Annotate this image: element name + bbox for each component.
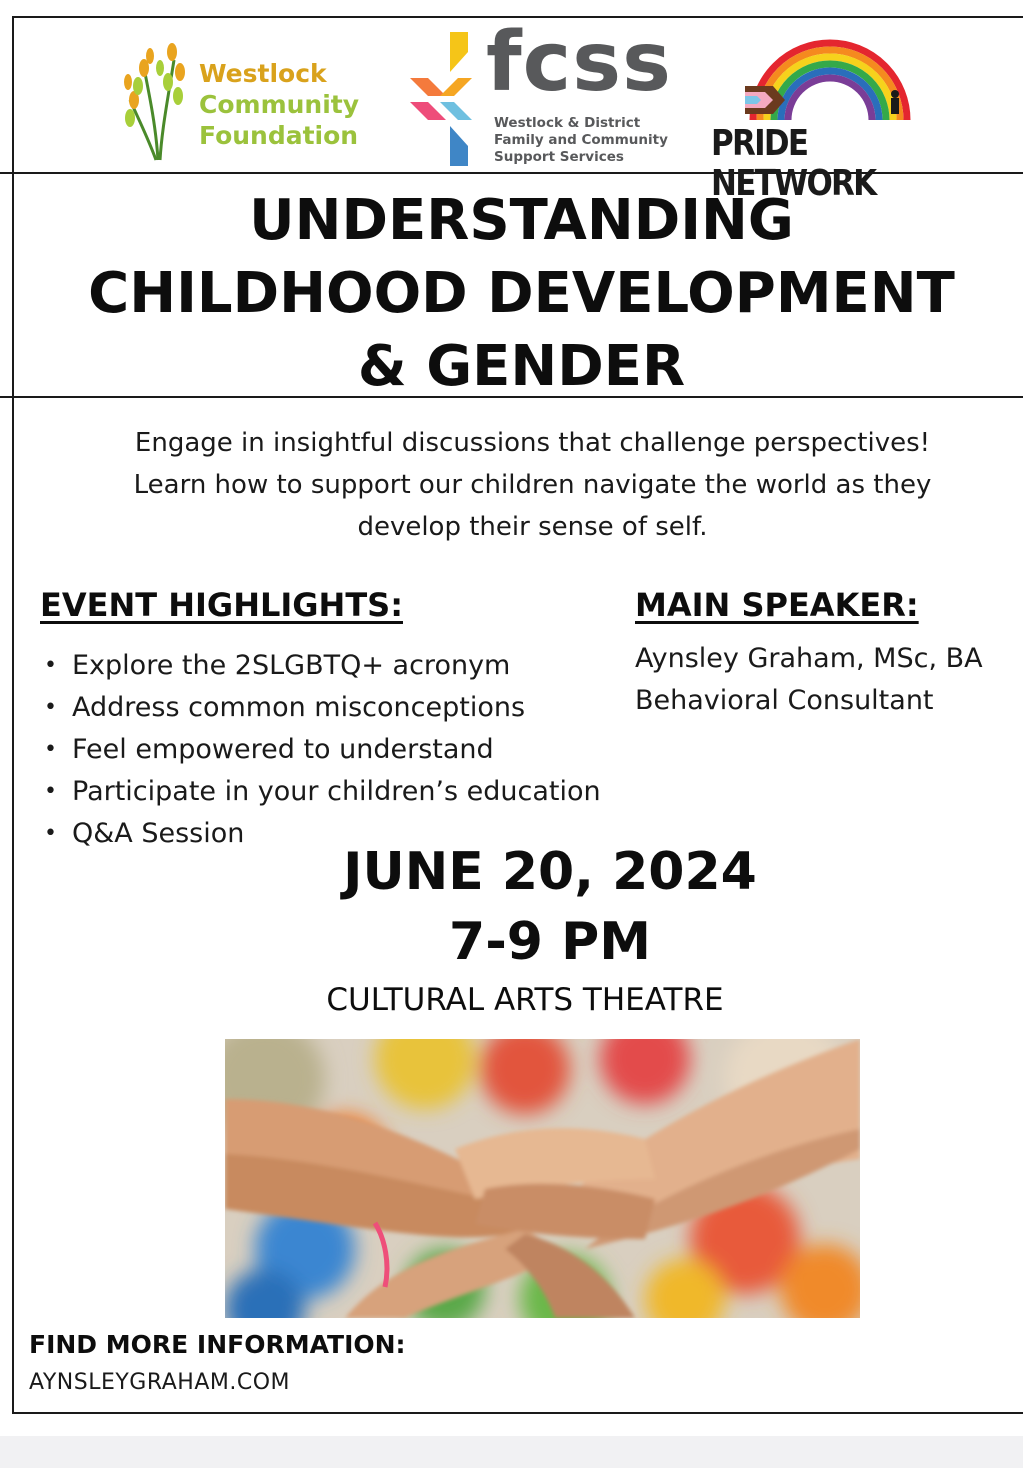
speaker-role: Behavioral Consultant [635, 685, 934, 716]
fcss-sub-line1: Westlock & District [494, 115, 641, 131]
wheat-logo-icon [120, 38, 195, 163]
event-time: 7-9 PM [449, 912, 651, 972]
list-item: • Feel empowered to understand [40, 729, 601, 771]
bottom-strip [0, 1436, 1023, 1468]
highlights-list [40, 645, 601, 855]
westlock-foundation-name [199, 58, 359, 151]
title-line1: UNDERSTANDING [249, 188, 794, 253]
fcss-sub-line2: Family and Community [494, 132, 668, 148]
pride-network-name: PRIDE NETWORK [711, 123, 876, 204]
event-venue: CULTURAL ARTS THEATRE [326, 982, 724, 1018]
intro-line2: Learn how to support our children navigate the world as they [133, 470, 932, 500]
stacked-hands-photo [225, 1039, 860, 1318]
list-item: • Participate in your children’s education [40, 771, 601, 813]
speaker-heading: MAIN SPEAKER: [635, 586, 919, 624]
fcss-wordmark: fcss [486, 15, 672, 110]
speaker-name: Aynsley Graham, MSc, BA [635, 643, 983, 674]
title-line2: CHILDHOOD DEVELOPMENT [88, 261, 955, 326]
fcss-chevron-icon [410, 32, 476, 166]
fcss-sub-line3: Support Services [494, 149, 624, 165]
westlock-line2: Community [199, 90, 360, 119]
westlock-line3: Foundation [199, 121, 359, 150]
list-item: • Address common misconceptions [40, 687, 601, 729]
page-title [20, 184, 1023, 403]
event-date: JUNE 20, 2024 [343, 842, 757, 902]
intro-line3: develop their sense of self. [357, 512, 708, 542]
title-line3: & GENDER [357, 334, 686, 399]
westlock-line1: Westlock [199, 59, 327, 88]
list-item: • Q&A Session [40, 813, 601, 855]
intro-paragraph [40, 422, 1023, 548]
intro-line1: Engage in insightful discussions that challenge perspectives! [134, 428, 931, 458]
more-info-heading: FIND MORE INFORMATION: [29, 1330, 406, 1359]
website-url: AYNSLEYGRAHAM.COM [29, 1370, 291, 1395]
fcss-subtitle [494, 115, 668, 166]
rainbow-icon [745, 38, 915, 124]
highlights-heading: EVENT HIGHLIGHTS: [40, 586, 403, 624]
list-item: • Explore the 2SLGBTQ+ acronym [40, 645, 601, 687]
